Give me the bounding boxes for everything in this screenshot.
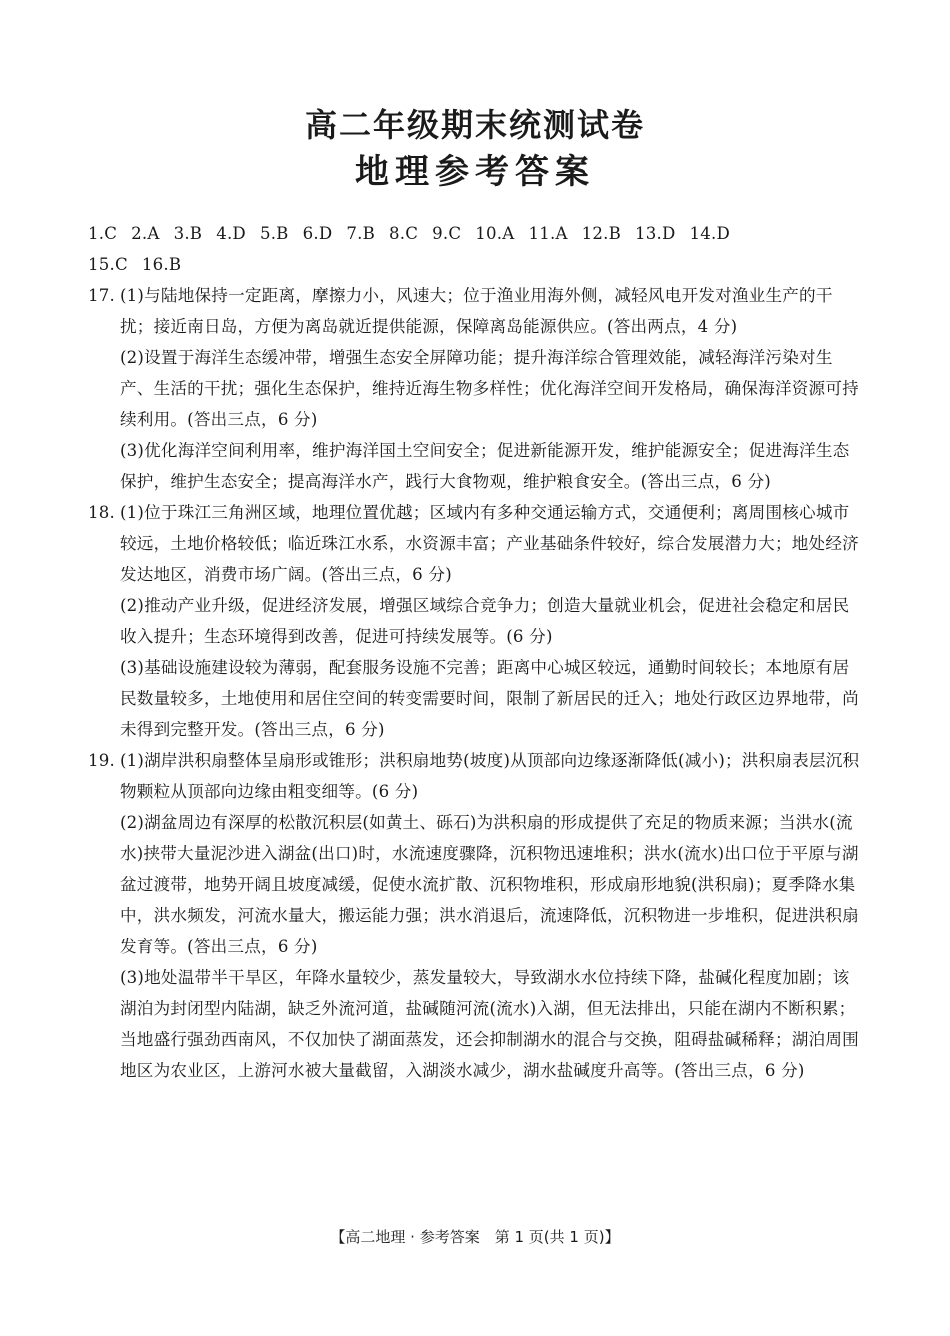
mc-answer: 3.B — [173, 224, 203, 243]
q18-part1: 18. (1)位于珠江三角洲区域，地理位置优越；区域内有多种交通运输方式，交通便利；离周围核心城市较远，土地价格较低；临近珠江水系，水资源丰富；产业基础条件较好，综合发展潜力大；地处经济发达地区，消费市场广阔。(答出三点，6 分) — [120, 497, 863, 590]
question-19 — [88, 745, 863, 1086]
mc-answer: 12.B — [581, 224, 622, 243]
q18-part2: (2)推动产业升级，促进经济发展，增强区域综合竞争力；创造大量就业机会，促进社会稳定和居民收入提升；生态环境得到改善，促进可持续发展等。(6 分) — [120, 596, 850, 646]
mc-answer: 6.D — [302, 224, 333, 243]
mc-answer: 1.C — [88, 224, 118, 243]
q19-part1: 19. (1)湖岸洪积扇整体呈扇形或锥形；洪积扇地势(坡度)从顶部向边缘逐渐降低(减小)；洪积扇表层沉积物颗粒从顶部向边缘由粗变细等。(6 分) — [120, 745, 863, 807]
page-footer: 【高二地理 · 参考答案 第 1 页(共 1 页)】 — [330, 1228, 620, 1246]
question-18 — [88, 497, 863, 745]
mc-answer: 4.D — [216, 224, 246, 243]
answer-content — [88, 218, 863, 1086]
q18-part3: (3)基础设施建设较为薄弱，配套服务设施不完善；距离中心城区较远，通勤时间较长；本地原有居民数量较多，土地使用和居住空间的转变需要时间，限制了新居民的迁入；地处行政区边界地带，尚未得到完整开发。(答出三点，6 分) — [120, 658, 859, 739]
multiple-choice-answers — [88, 218, 863, 280]
mc-answer: 13.D — [635, 224, 676, 243]
mc-answer: 8.C — [388, 224, 419, 243]
question-number: 19. — [88, 751, 115, 770]
answer-title: 地理参考答案 — [355, 152, 595, 192]
q19-part3: (3)地处温带半干旱区，年降水量较少，蒸发量较大，导致湖水水位持续下降，盐碱化程度加剧；该湖泊为封闭型内陆湖，缺乏外流河道，盐碱随河流(流水)入湖，但无法排出，只能在湖内不断积累；当地盛行强劲西南风，不仅加快了湖面蒸发，还会抑制湖水的混合与交换，阻碍盐碱稀释；湖泊周围地区为农业区，上游河水被大量截留，入湖淡水减少，湖水盐碱度升高等。(答出三点，6 分) — [120, 968, 859, 1080]
mc-answer: 2.A — [131, 224, 160, 243]
q17-part1: 17. (1)与陆地保持一定距离，摩擦力小，风速大；位于渔业用海外侧，减轻风电开发对渔业生产的干扰；接近南日岛，方便为离岛就近提供能源，保障离岛能源供应。(答出两点，4 分) — [120, 280, 863, 342]
mc-answer: 5.B — [259, 224, 289, 243]
exam-title: 高二年级期末统测试卷 — [304, 106, 645, 144]
q17-part2: (2)设置于海洋生态缓冲带，增强生态安全屏障功能；提升海洋综合管理效能，减轻海洋污染对生产、生活的干扰；强化生态保护，维持近海生物多样性；优化海洋空间开发格局，确保海洋资源可持续利用。(答出三点，6 分) — [120, 348, 859, 429]
mc-answer: 11.A — [528, 224, 568, 243]
mc-answer: 16.B — [141, 255, 182, 274]
mc-answer: 9.C — [432, 224, 462, 243]
mc-answer: 7.B — [346, 224, 375, 243]
mc-answer: 10.A — [475, 224, 515, 243]
question-number: 17. — [88, 286, 115, 305]
mc-answer: 15.C — [88, 255, 128, 274]
question-number: 18. — [88, 503, 115, 522]
q17-part3: (3)优化海洋空间利用率，维护海洋国土空间安全；促进新能源开发，维护能源安全；促进海洋生态保护，维护生态安全；提高海洋水产，践行大食物观，维护粮食安全。(答出三点，6 分) — [120, 441, 850, 491]
q19-part2: (2)湖盆周边有深厚的松散沉积层(如黄土、砾石)为洪积扇的形成提供了充足的物质来源；当洪水(流水)挟带大量泥沙进入湖盆(出口)时，水流速度骤降，沉积物迅速堆积；洪水(流水)出口位于平原与湖盆过渡带，地势开阔且坡度减缓，促使水流扩散、沉积物堆积，形成扇形地貌(洪积扇)；夏季降水集中，洪水频发，河流水量大，搬运能力强；洪水消退后，流速降低，沉积物进一步堆积，促进洪积扇发育等。(答出三点，6 分) — [120, 813, 859, 956]
question-17 — [88, 280, 863, 497]
mc-answer: 14.D — [689, 224, 731, 243]
